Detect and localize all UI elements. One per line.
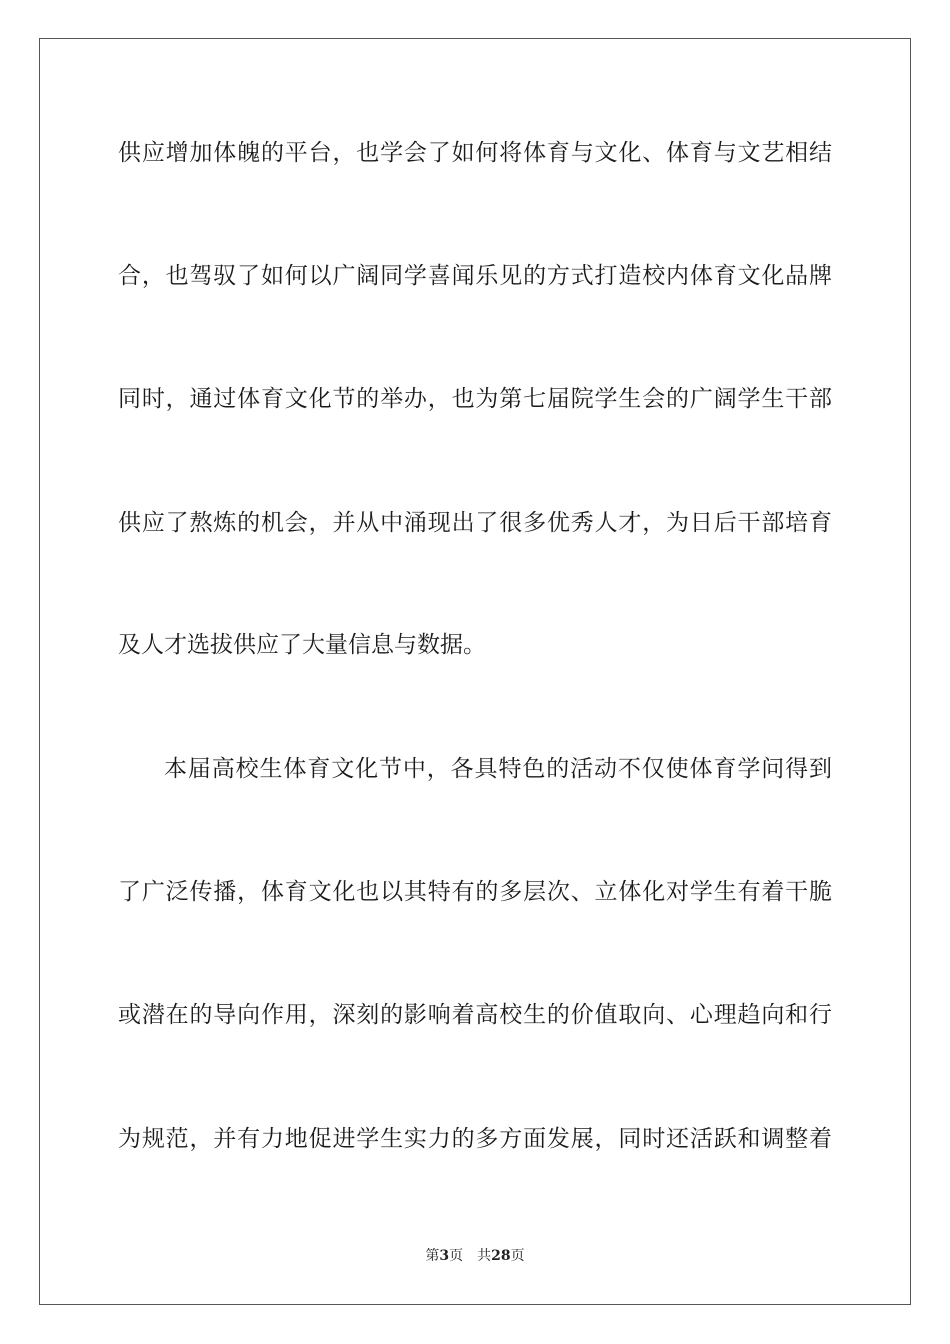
text-line: 及人才选拔供应了大量信息与数据。 xyxy=(118,632,486,658)
total-pages: 28 xyxy=(491,1248,511,1264)
page-footer xyxy=(0,1247,950,1265)
page-border xyxy=(39,38,911,1305)
text-line: 同时，通过体育文化节的举办，也为第七届院学生会的广阔学生干部 xyxy=(118,386,832,412)
total-prefix: 共 xyxy=(477,1248,492,1264)
text-line: 合，也驾驭了如何以广阔同学喜闻乐见的方式打造校内体育文化品牌 xyxy=(118,263,832,289)
text-line: 或潜在的导向作用，深刻的影响着高校生的价值取向、心理趋向和行 xyxy=(118,1002,832,1028)
page-suffix: 页 xyxy=(449,1248,464,1264)
text-line: 本届高校生体育文化节中，各具特色的活动不仅使体育学问得到 xyxy=(164,756,832,782)
page-prefix: 第 xyxy=(425,1248,440,1264)
total-suffix: 页 xyxy=(510,1248,525,1264)
text-line: 供应增加体魄的平台，也学会了如何将体育与文化、体育与文艺相结 xyxy=(118,140,832,166)
page-number: 3 xyxy=(439,1248,450,1264)
text-line: 为规范，并有力地促进学生实力的多方面发展，同时还活跃和调整着 xyxy=(118,1126,832,1152)
text-line: 供应了熬炼的机会，并从中涌现出了很多优秀人才，为日后干部培育 xyxy=(118,510,832,536)
text-line: 了广泛传播，体育文化也以其特有的多层次、立体化对学生有着干脆 xyxy=(118,879,832,905)
